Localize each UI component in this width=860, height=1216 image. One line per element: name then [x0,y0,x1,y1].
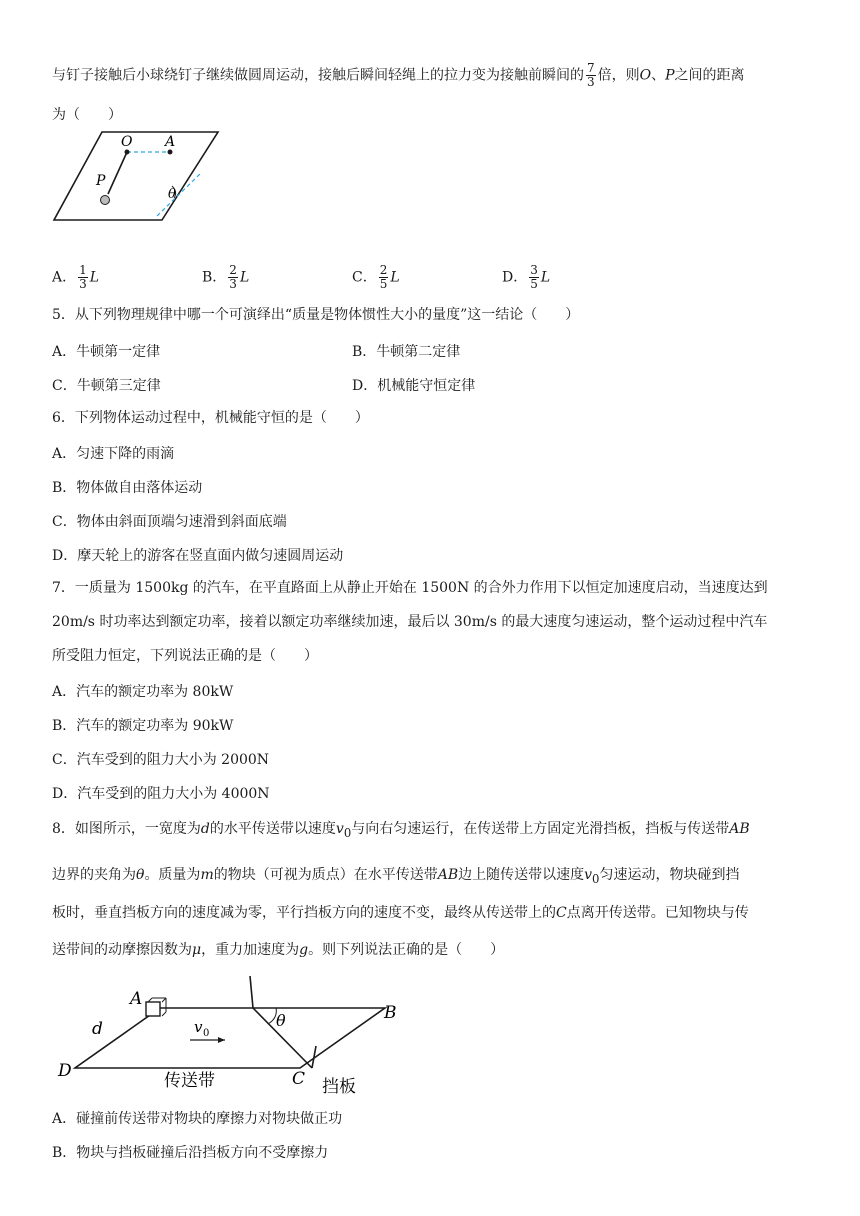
q8-var-ab: AB [437,867,459,883]
q8-label-baffle: 挡板 [322,1077,356,1096]
q4-option-a-frac [78,264,88,291]
q8-block [146,1002,160,1016]
q8-var-v: v [335,821,344,837]
q7-stem-line3: 所受阻力恒定，下列说法正确的是（ ） [52,648,318,664]
frac-den: 3 [79,277,87,291]
q6-option-a[interactable]: A．匀速下降的雨滴 [52,446,175,462]
var-l: L [239,269,250,286]
q8-label-c: C [292,1069,306,1089]
q4-text: 与钉子接触后小球绕钉子继续做圆周运动，接触后瞬间轻绳上的拉力变为接触前瞬间的 [52,67,584,84]
frac-den: 3 [229,277,237,291]
q8-option-b[interactable]: B．物块与挡板碰撞后沿挡板方向不受摩擦力 [52,1145,329,1161]
var-l: L [89,269,100,286]
q7-option-a[interactable]: A．汽车的额定功率为 80kW [52,684,234,700]
q8-var-d: d [200,821,210,837]
q6-option-b[interactable]: B．物体做自由落体运动 [52,480,203,496]
q8-label-b: B [384,1003,397,1023]
q8-var-mu: μ [192,942,202,958]
q8-stem-line3 [52,904,749,922]
q8-text: 的物块（可视为质点）在水平传送带 [213,867,438,883]
q4-ball [101,196,110,205]
q8-text: 。质量为 [144,867,201,883]
q4-var-p: P [665,67,675,84]
q8-var-g: g [299,942,309,958]
q8-text: 与向右匀速运行，在传送带上方固定光滑挡板，挡板与传送带 [351,821,730,837]
q7-option-b[interactable]: B．汽车的额定功率为 90kW [52,718,234,734]
q4-option-a[interactable] [52,264,99,291]
q7-option-d[interactable]: D．汽车受到的阻力大小为 4000N [52,786,270,802]
q5-stem: 5．从下列物理规律中哪一个可演绎出“质量是物体惯性大小的量度”这一结论（ ） [52,307,580,323]
q5-option-c[interactable]: C．牛顿第三定律 [52,378,161,394]
q8-text: 边界的夹角为 [52,867,136,883]
q4-label-a: A [165,134,176,150]
var-l: L [390,269,400,286]
q4-fraction-den: 3 [587,75,595,89]
q8-label-v: v [194,1018,203,1036]
q4-point-o [125,150,130,155]
q4-option-b-key: B． [202,269,227,286]
q6-option-c[interactable]: C．物体由斜面顶端匀速滑到斜面底端 [52,514,287,530]
q4-text: 倍，则 [597,67,640,84]
q6-stem: 6．下列物体运动过程中，机械能守恒的是（ ） [52,410,369,426]
q4-label-p: P [96,173,106,189]
q4-option-d[interactable] [502,264,550,291]
q8-var-ab: AB [729,821,750,837]
q5-option-a[interactable]: A．牛顿第一定律 [52,344,161,360]
var-l: L [540,269,551,286]
q4-option-a-key: A． [52,269,77,286]
q4-option-b[interactable] [202,264,249,291]
q7-stem-line1: 7．一质量为 1500kg 的汽车，在平直路面上从静止开始在 1500N 的合外力作用下以恒定加速度启动，当速度达到 [52,580,768,596]
frac-num: 1 [79,263,87,277]
q8-belt-outline [75,1008,385,1068]
q8-text: 板时，垂直挡板方向的速度减为零，平行挡板方向的速度不变，最终从传送带上的 [52,905,556,921]
q8-option-a[interactable]: A．碰撞前传送带对物块的摩擦力对物块做正功 [52,1111,343,1127]
q8-var-v: v [584,867,593,883]
q8-sub: 0 [592,871,600,886]
q8-sub: 0 [343,825,352,840]
q8-text: 。则下列说法正确的是（ ） [308,942,505,958]
q4-option-c[interactable] [352,264,400,291]
q4-option-d-key: D． [502,269,528,286]
frac-num: 2 [229,263,237,277]
q4-var-o: O [639,67,652,84]
q8-label-v-sub: 0 [203,1028,210,1039]
q8-label-theta: θ [276,1011,286,1030]
q8-text: 送带间的动摩擦因数为 [52,942,192,958]
q7-option-c[interactable]: C．汽车受到的阻力大小为 2000N [52,752,270,768]
q4-stem-line2: 为（ ） [52,107,122,123]
q4-string [108,152,127,194]
q4-figure [50,128,220,228]
q4-text: 之间的距离 [674,67,745,84]
q8-stem-line4 [52,941,504,959]
q8-baffle-top [250,976,253,1008]
q8-label-width: d [92,1019,103,1039]
q4-dashed-slope [157,172,202,216]
q8-var-m: m [200,867,214,883]
q4-fraction [586,62,596,89]
q7-stem-line2: 20m/s 时功率达到额定功率，接着以额定功率继续加速，最后以 30m/s 的最大速度匀速运动，整个运动过程中汽车 [52,614,768,630]
q5-option-d[interactable]: D．机械能守恒定律 [352,378,476,394]
q8-text: 边上随传送带以速度 [458,867,585,883]
q8-var-c: C [556,905,567,921]
q8-arrow-head [218,1037,225,1043]
q8-text: 8．如图所示，一宽度为 [52,821,201,837]
q4-option-d-frac [529,264,539,291]
q4-plane-outline [54,132,218,220]
q4-label-theta: θ [168,187,176,202]
q8-stem-line1 [52,820,750,842]
q6-option-d[interactable]: D．摩天轮上的游客在竖直面内做匀速圆周运动 [52,548,344,564]
q8-text: 的水平传送带以速度 [209,821,336,837]
q5-option-b[interactable]: B．牛顿第二定律 [352,344,461,360]
q8-label-d: D [58,1061,72,1081]
frac-den: 5 [379,277,388,291]
q4-fraction-num: 7 [587,61,595,75]
frac-num: 3 [530,263,538,277]
q4-text: 、 [651,67,666,84]
q4-option-c-key: C． [352,269,377,286]
q4-label-o: O [121,134,133,150]
q8-label-belt: 传送带 [164,1071,215,1091]
q8-text: 点离开传送带。已知物块与传 [566,905,749,921]
q8-label-a: A [130,989,143,1009]
q4-option-b-frac [228,264,238,291]
frac-num: 2 [379,263,388,277]
q8-stem-line2 [52,866,739,888]
q8-figure [50,968,420,1096]
q8-text: 匀速运动，物块碰到挡 [599,867,740,883]
q4-option-c-frac [379,264,389,291]
q8-var-theta: θ [136,867,145,883]
frac-den: 5 [530,277,538,291]
q4-point-a [168,150,173,155]
q8-text: ，重力加速度为 [201,942,300,958]
q4-stem-line1 [52,62,745,89]
